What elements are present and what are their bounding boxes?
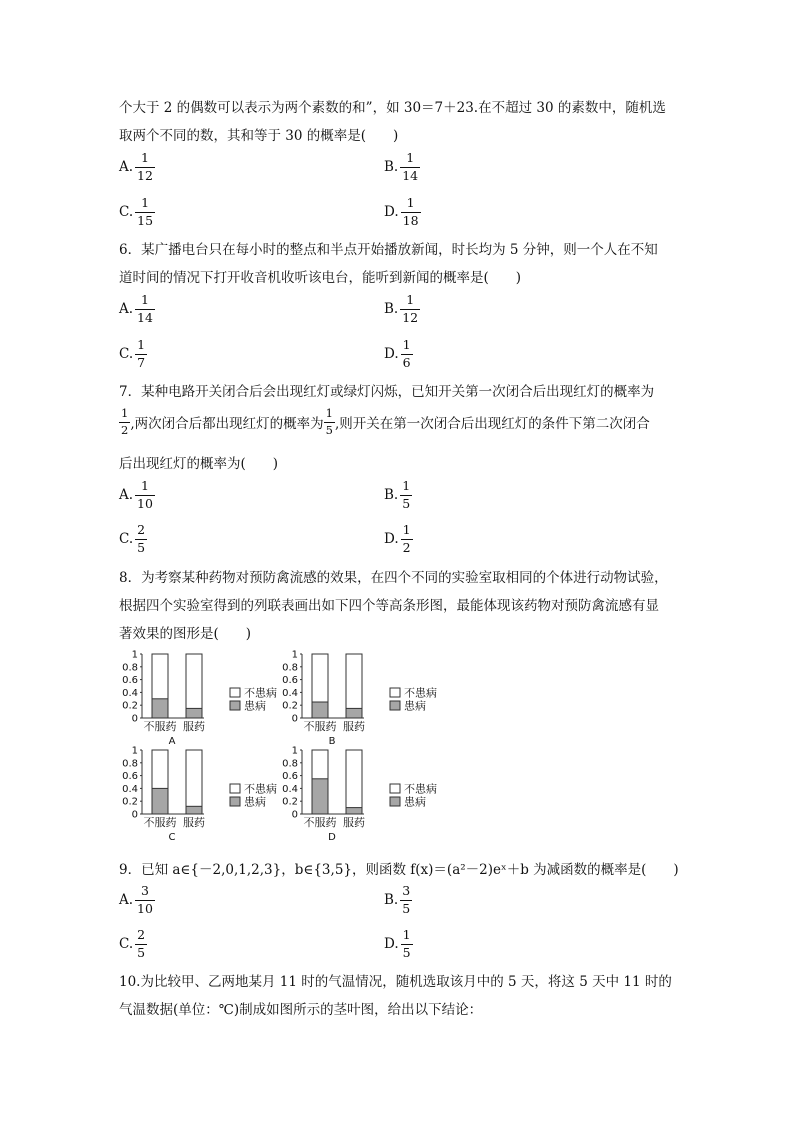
q10-text-line2: 气温数据(单位：℃)制成如图所示的茎叶图，给出以下结论： xyxy=(119,1002,483,1018)
bar-sick xyxy=(186,806,202,814)
y-tick-label: 0.2 xyxy=(122,700,138,712)
q6-option-a: A. $\frac{1}{14}$ xyxy=(119,292,153,325)
legend-label: 不患病 xyxy=(244,686,277,700)
q9-option-c: C. $\frac{2}{5}$ xyxy=(119,927,146,960)
legend-swatch xyxy=(230,784,240,793)
q5-option-b: B. $\frac{1}{14}$ xyxy=(384,150,419,183)
q5-text-line1: 个大于 2 的偶数可以表示为两个素数的和”，如 30＝7＋23.在不超过 30 的素数中，随机选 xyxy=(119,100,666,116)
q7-option-a: A. $\frac{1}{10}$ xyxy=(119,478,153,511)
category-label: 服药 xyxy=(343,816,365,829)
legend-label: 患病 xyxy=(404,795,426,809)
y-tick-label: 0.2 xyxy=(282,700,298,712)
y-tick-label: 0.4 xyxy=(282,783,298,795)
q6-text-line1: 6．某广播电台只在每小时的整点和半点开始播放新闻，时长均为 5 分钟，则一个人在不知 xyxy=(119,242,658,258)
legend-swatch xyxy=(230,701,240,710)
legend-swatch xyxy=(230,797,240,806)
q7-text-line3: 后出现红灯的概率为( ) xyxy=(119,456,279,472)
y-tick-label: 0 xyxy=(131,713,138,725)
q7-option-c: C. $\frac{2}{5}$ xyxy=(119,522,146,555)
q5-option-d: D. $\frac{1}{18}$ xyxy=(384,195,419,228)
q6-option-b: B. $\frac{1}{12}$ xyxy=(384,292,419,325)
q8-text-line2: 根据四个实验室得到的列联表画出如下四个等高条形图，最能体现该药物对预防禽流感有显 xyxy=(119,598,659,614)
chart-title: D xyxy=(328,832,336,843)
category-label: 服药 xyxy=(343,720,365,733)
y-tick-label: 0.8 xyxy=(122,758,138,770)
category-label: 不服药 xyxy=(303,816,337,829)
y-tick-label: 0 xyxy=(291,809,298,821)
category-label: 服药 xyxy=(183,720,205,733)
bar-sick xyxy=(346,808,362,814)
y-tick-label: 0.4 xyxy=(282,687,298,699)
q5-option-a: A. $\frac{1}{12}$ xyxy=(119,150,153,183)
legend-label: 不患病 xyxy=(404,782,437,796)
chart-title: A xyxy=(168,736,176,747)
y-tick-label: 0.6 xyxy=(282,771,298,783)
bar-healthy xyxy=(346,750,362,814)
q5-text-line2: 取两个不同的数，其和等于 30 的概率是( ) xyxy=(119,128,399,144)
y-tick-label: 0.6 xyxy=(122,771,138,783)
y-tick-label: 1 xyxy=(131,649,138,661)
bar-healthy xyxy=(186,750,202,814)
chart-c xyxy=(118,744,288,848)
y-tick-label: 0.4 xyxy=(122,687,138,699)
y-tick-label: 1 xyxy=(131,745,138,757)
chart-a xyxy=(118,648,288,747)
y-tick-label: 0.6 xyxy=(122,675,138,687)
q6-text-line2: 道时间的情况下打开收音机收听该电台，能听到新闻的概率是( ) xyxy=(119,270,522,286)
y-tick-label: 0.8 xyxy=(282,662,298,674)
y-tick-label: 1 xyxy=(291,649,298,661)
category-label: 不服药 xyxy=(143,720,177,733)
q7-option-b: B. $\frac{1}{5}$ xyxy=(384,478,411,511)
q6-option-c: C. $\frac{1}{7}$ xyxy=(119,337,146,370)
y-tick-label: 0 xyxy=(291,713,298,725)
q9-option-d: D. $\frac{1}{5}$ xyxy=(384,927,411,960)
q7-text-line2: $\frac{1}{2}$ ,两次闭合后都出现红灯的概率为 $\frac{1}{5}$ ,则开关在第一次闭合后出现红灯的条件下第二次闭合 xyxy=(121,406,650,437)
legend-label: 患病 xyxy=(244,795,266,809)
q8-text-line1: 8．为考察某种药物对预防禽流感的效果，在四个不同的实验室取相同的个体进行动物试验， xyxy=(119,570,668,586)
bar-sick xyxy=(312,702,328,718)
y-tick-label: 0.6 xyxy=(282,675,298,687)
bar-sick xyxy=(152,788,168,814)
bar-sick xyxy=(152,699,168,718)
category-label: 不服药 xyxy=(303,720,337,733)
q9-text-line1: 9．已知 a∈{－2,0,1,2,3}，b∈{3,5}，则函数 f(x)＝(a²－2)eˣ＋b 为减函数的概率是( ) xyxy=(119,862,679,878)
y-tick-label: 0.2 xyxy=(122,796,138,808)
legend-label: 不患病 xyxy=(244,782,277,796)
q9-option-a: A. $\frac{3}{10}$ xyxy=(119,883,153,916)
legend-swatch xyxy=(230,688,240,697)
bar-sick xyxy=(186,708,202,718)
category-label: 服药 xyxy=(183,816,205,829)
y-tick-label: 0.4 xyxy=(122,783,138,795)
legend-label: 不患病 xyxy=(404,686,437,700)
q7-text-line1: 7．某种电路开关闭合后会出现红灯或绿灯闪烁，已知开关第一次闭合后出现红灯的概率为 xyxy=(119,384,655,400)
q7-option-d: D. $\frac{1}{2}$ xyxy=(384,522,411,555)
chart-title: C xyxy=(168,832,176,843)
legend-label: 患病 xyxy=(244,699,266,713)
y-tick-label: 0 xyxy=(131,809,138,821)
bar-sick xyxy=(346,708,362,718)
q6-option-d: D. $\frac{1}{6}$ xyxy=(384,337,411,370)
y-tick-label: 0.8 xyxy=(282,758,298,770)
q10-text-line1: 10.为比较甲、乙两地某月 11 时的气温情况，随机选取该月中的 5 天，将这 5 天中 11 时的 xyxy=(119,974,672,990)
category-label: 不服药 xyxy=(143,816,177,829)
legend-swatch xyxy=(390,784,400,793)
legend-swatch xyxy=(390,797,400,806)
q5-option-c: C. $\frac{1}{15}$ xyxy=(119,195,154,228)
y-tick-label: 1 xyxy=(291,745,298,757)
q8-text-line3: 著效果的图形是( ) xyxy=(119,626,252,642)
y-tick-label: 0.8 xyxy=(122,662,138,674)
legend-label: 患病 xyxy=(404,699,426,713)
legend-swatch xyxy=(390,688,400,697)
bar-sick xyxy=(312,779,328,814)
y-tick-label: 0.2 xyxy=(282,796,298,808)
chart-title: B xyxy=(328,736,336,747)
legend-swatch xyxy=(390,701,400,710)
chart-b xyxy=(278,648,448,747)
chart-d xyxy=(278,744,448,848)
q9-option-b: B. $\frac{3}{5}$ xyxy=(384,883,411,916)
